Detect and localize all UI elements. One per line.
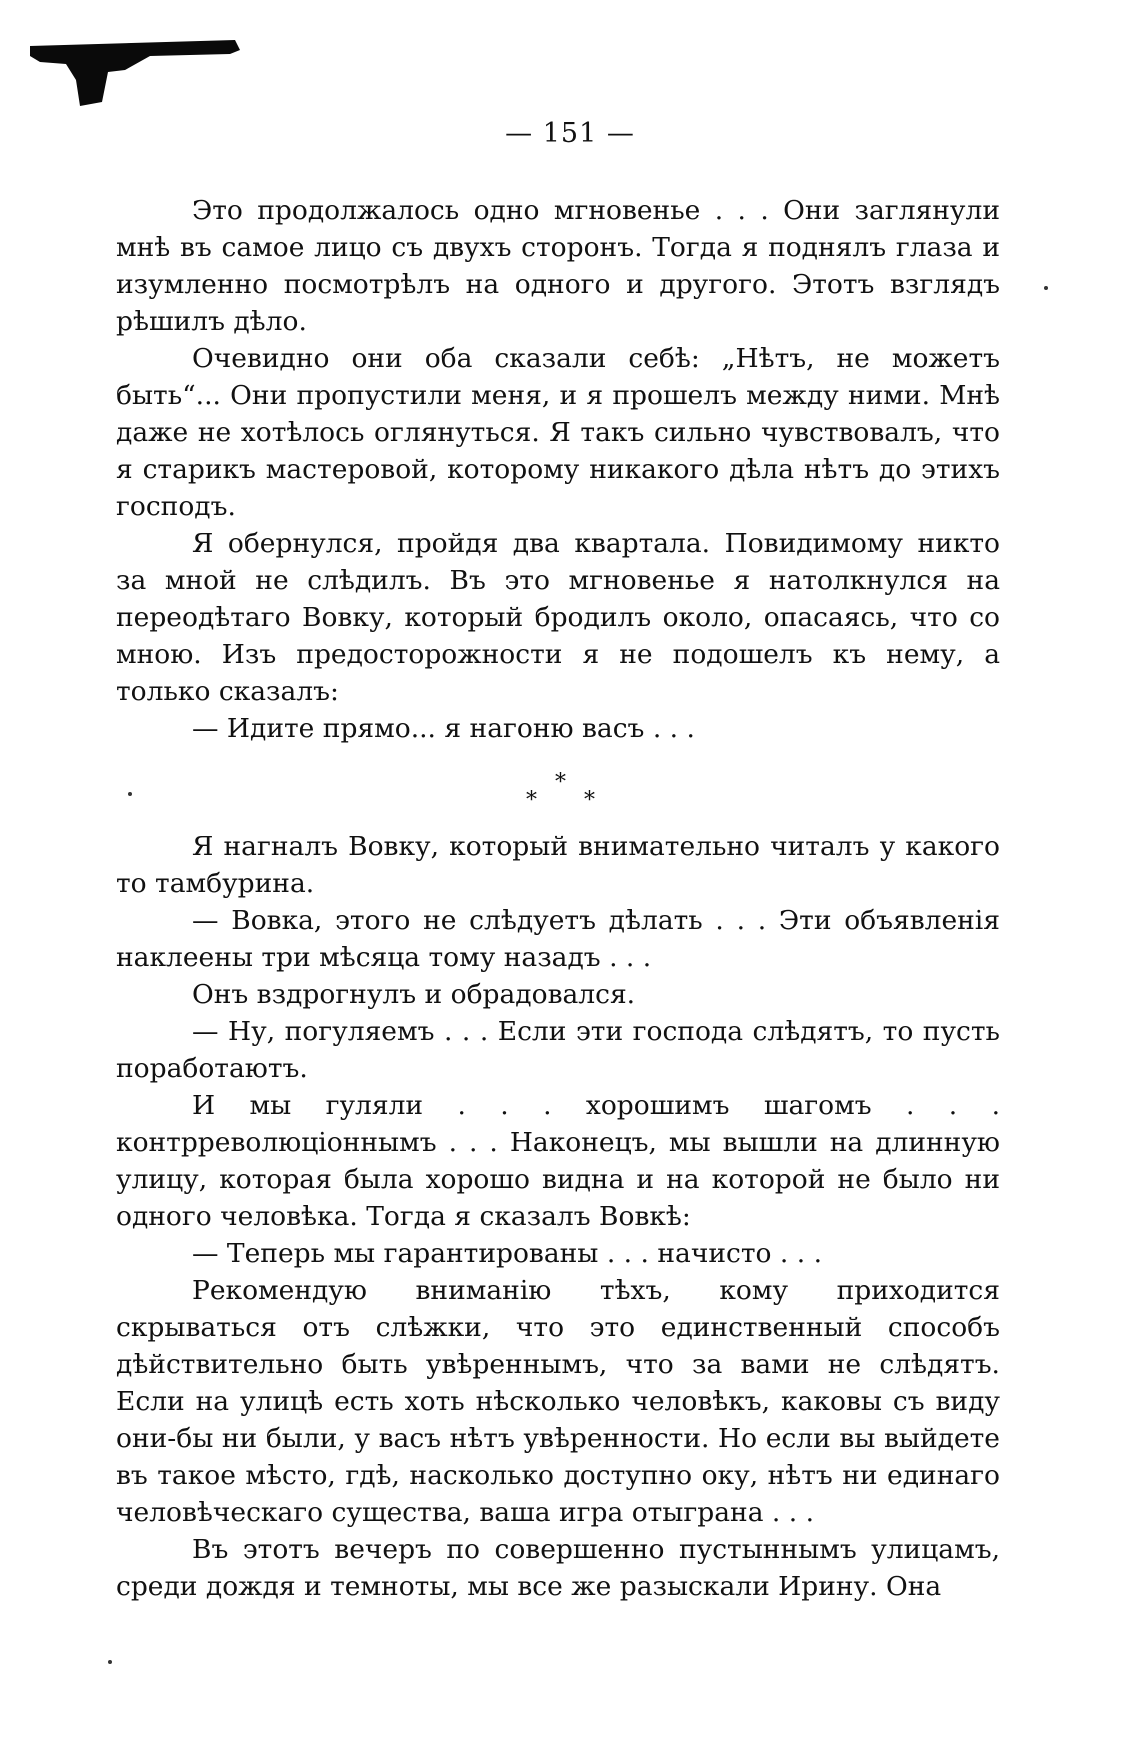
- paragraph: Я обернулся, пройдя два квартала. Повидимому никто за мной не слѣдилъ. Въ это мгновенье я натолкнулся на переодѣтаго Вовку, который бродилъ около, опасаясь, что со мною. Изъ предосторожности я не подошелъ къ нему, а только сказалъ:: [116, 528, 1000, 707]
- scan-speck: [1044, 286, 1048, 290]
- paragraph: И мы гуляли . . . хорошимъ шагомъ . . . контрреволюціоннымъ . . . Наконецъ, мы вышли на длинную улицу, которая была хорошо видна и на которой не было ни одного человѣка. Тогда я сказалъ Вовкѣ:: [116, 1090, 1000, 1232]
- paragraph: — Вовка, этого не слѣдуетъ дѣлать . . . Эти объявленія наклеены три мѣсяца тому назадъ . . .: [116, 905, 1000, 973]
- paragraph: — Идите прямо... я нагоню васъ . . .: [192, 713, 695, 744]
- text-section-2: [116, 828, 1000, 1605]
- separator-star: *: [555, 770, 566, 795]
- paragraph: — Ну, погуляемъ . . . Если эти господа слѣдятъ, то пусть поработаютъ.: [116, 1016, 1000, 1084]
- scan-speck: [128, 792, 132, 796]
- paragraph: Рекомендую вниманію тѣхъ, кому приходится скрываться отъ слѣжки, что это единственный способъ дѣйствительно быть увѣреннымъ, что за вами не слѣдятъ. Если на улицѣ есть хоть нѣсколько человѣкъ, каковы съ виду они-бы ни были, у васъ нѣтъ увѣренности. Но если вы выйдете въ такое мѣсто, гдѣ, насколько доступно оку, нѣтъ ни единаго человѣческаго существа, ваша игра отыграна . . .: [116, 1275, 1000, 1528]
- paragraph: Въ этотъ вечеръ по совершенно пустыннымъ улицамъ, среди дождя и темноты, мы все же разыскали Ирину. Она: [116, 1534, 1000, 1602]
- paragraph: Это продолжалось одно мгновенье . . . Они заглянули мнѣ въ самое лицо съ двухъ сторонъ. Тогда я поднялъ глаза и изумленно посмотрѣлъ на одного и другого. Этотъ взглядъ рѣшилъ дѣло.: [116, 195, 1000, 337]
- scan-artifact-mark: [30, 40, 240, 110]
- paragraph: Я нагналъ Вовку, который внимательно читалъ у какого то тамбурина.: [116, 831, 1000, 899]
- separator-star: *: [526, 788, 537, 813]
- text-section-1: [116, 192, 1000, 747]
- section-separator: [0, 772, 1140, 820]
- scan-speck: [108, 1660, 112, 1664]
- separator-star: *: [584, 788, 595, 813]
- paragraph: — Теперь мы гарантированы . . . начисто . . .: [192, 1238, 822, 1269]
- paragraph: Очевидно они оба сказали себѣ: „Нѣтъ, не можетъ быть“... Они пропустили меня, и я прошелъ между ними. Мнѣ даже не хотѣлось оглянуться. Я такъ сильно чувствовалъ, что я старикъ мастеровой, которому никакого дѣла нѣтъ до этихъ господъ.: [116, 343, 1000, 522]
- paragraph: Онъ вздрогнулъ и обрадовался.: [192, 979, 636, 1010]
- page-number: — 151 —: [505, 118, 635, 149]
